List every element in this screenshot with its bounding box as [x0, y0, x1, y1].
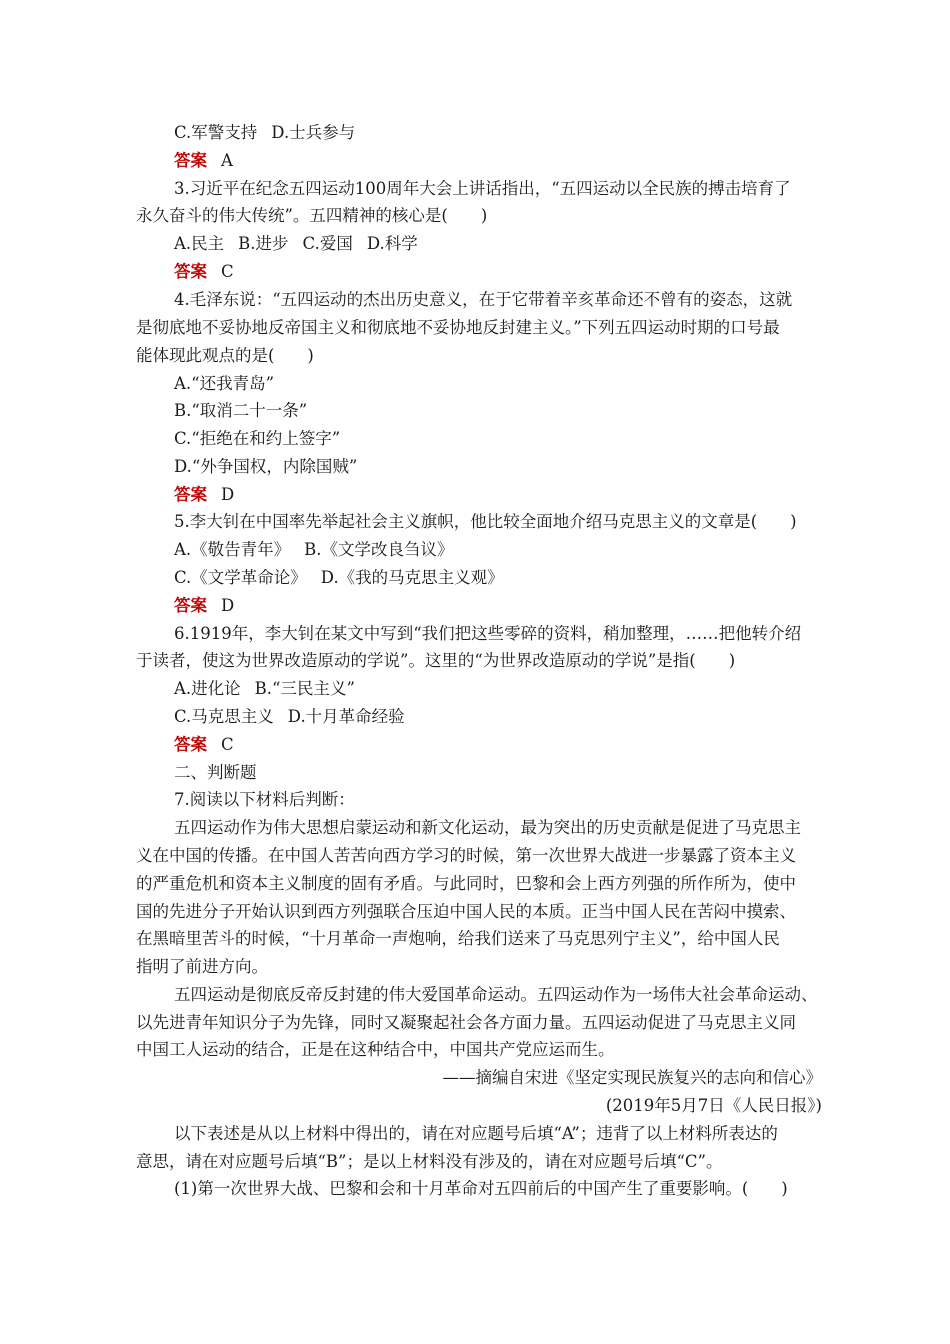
q6-options-cd	[174, 707, 405, 727]
q2-option-c: C.军警支持	[174, 123, 258, 142]
q7-instruction-line-2: 意思，请在对应题号后填“B”；是以上材料没有涉及的，请在对应题号后填“C”。	[136, 1152, 723, 1171]
section-heading: 二、判断题	[174, 763, 257, 782]
answer-label: 答案	[174, 151, 207, 170]
q7-item-1: (1)第一次世界大战、巴黎和会和十月革命对五四前后的中国产生了重要影响。( )	[174, 1179, 788, 1198]
q7-para1-line: 义在中国的传播。在中国人苦苦向西方学习的时候，第一次世界大战进一步暴露了资本主义	[136, 846, 796, 865]
q7-source-date: (2019年5月7日《人民日报》)	[605, 1096, 822, 1115]
q5-answer-line	[174, 596, 234, 616]
q3-stem-line-2: 永久奋斗的伟大传统”。五四精神的核心是( )	[136, 206, 488, 225]
q5-options-ab	[174, 540, 454, 560]
q3-stem-line-1: 3.习近平在纪念五四运动100周年大会上讲话指出，“五四运动以全民族的搏击培育了	[174, 179, 791, 198]
q7-source-title: ——摘编自宋进《坚定实现民族复兴的志向和信心》	[442, 1068, 822, 1087]
q5-option-d: D.《我的马克思主义观》	[320, 568, 504, 587]
q2-option-d: D.士兵参与	[271, 123, 356, 142]
q4-answer: D	[221, 485, 235, 504]
answer-label: 答案	[174, 262, 207, 281]
q7-stem: 7.阅读以下材料后判断：	[174, 790, 355, 809]
q6-option-c: C.马克思主义	[174, 707, 274, 726]
q7-para2-line: 五四运动是彻底反帝反封建的伟大爱国革命运动。五四运动作为一场伟大社会革命运动、	[174, 985, 818, 1004]
q2-answer: A	[221, 151, 233, 170]
q4-stem-line-2: 是彻底地不妥协地反帝国主义和彻底地不妥协地反封建主义。”下列五四运动时期的口号最	[136, 318, 780, 337]
q3-answer: C	[221, 262, 234, 281]
q5-option-c: C.《文学革命论》	[174, 568, 307, 587]
q6-option-d: D.十月革命经验	[287, 707, 405, 726]
q4-option-c: C.“拒绝在和约上签字”	[174, 429, 341, 448]
q3-option-d: D.科学	[366, 234, 418, 253]
q7-para2-line: 中国工人运动的结合，正是在这种结合中，中国共产党应运而生。	[136, 1040, 615, 1059]
q5-options-cd	[174, 568, 504, 588]
q4-option-d: D.“外争国权，内除国贼”	[174, 457, 358, 476]
q3-option-b: B.进步	[238, 234, 289, 253]
q4-option-b: B.“取消二十一条”	[174, 401, 308, 420]
q7-para1-line: 五四运动作为伟大思想启蒙运动和新文化运动，最为突出的历史贡献是促进了马克思主	[174, 818, 801, 837]
q5-option-a: A.《敬告青年》	[174, 540, 291, 559]
answer-label: 答案	[174, 735, 207, 754]
q4-stem-line-1: 4.毛泽东说：“五四运动的杰出历史意义，在于它带着辛亥革命还不曾有的姿态，这就	[174, 290, 793, 309]
q7-para1-line: 指明了前进方向。	[136, 957, 268, 976]
q5-option-b: B.《文学改良刍议》	[304, 540, 454, 559]
q4-answer-line	[174, 485, 234, 505]
q2-options-cd	[174, 123, 355, 143]
q7-para1-line: 的严重危机和资本主义制度的固有矛盾。与此同时，巴黎和会上西方列强的所作所为，使中	[136, 874, 796, 893]
q6-options-ab	[174, 679, 355, 699]
q7-para1-line: 国的先进分子开始认识到西方列强联合压迫中国人民的本质。正当中国人民在苦闷中摸索、	[136, 902, 796, 921]
answer-label: 答案	[174, 596, 207, 615]
q6-answer-line	[174, 735, 234, 755]
q6-stem-line-1: 6.1919年，李大钊在某文中写到“我们把这些零碎的资料，稍加整理，……把他转介绍	[174, 624, 802, 643]
q7-para2-line: 以先进青年知识分子为先锋，同时又凝聚起社会各方面力量。五四运动促进了马克思主义同	[136, 1013, 796, 1032]
q3-option-a: A.民主	[174, 234, 225, 253]
q3-option-c: C.爱国	[302, 234, 353, 253]
q6-option-b: B.“三民主义”	[254, 679, 355, 698]
q5-stem-line-1: 5.李大钊在中国率先举起社会主义旗帜，他比较全面地介绍马克思主义的文章是( )	[174, 512, 797, 531]
q4-option-a: A.“还我青岛”	[174, 374, 275, 393]
q7-instruction-line-1: 以下表述是从以上材料中得出的，请在对应题号后填“A”；违背了以上材料所表达的	[174, 1124, 778, 1143]
q6-answer: C	[221, 735, 234, 754]
q4-stem-line-3: 能体现此观点的是( )	[136, 346, 314, 365]
q7-para1-line: 在黑暗里苦斗的时候，“十月革命一声炮响，给我们送来了马克思列宁主义”，给中国人民	[136, 929, 780, 948]
q3-answer-line	[174, 262, 234, 282]
q5-answer: D	[221, 596, 235, 615]
q2-answer-line	[174, 151, 233, 171]
q6-option-a: A.进化论	[174, 679, 241, 698]
answer-label: 答案	[174, 485, 207, 504]
q6-stem-line-2: 于读者，使这为世界改造原动的学说”。这里的“为世界改造原动的学说”是指( )	[136, 651, 736, 670]
q3-options	[174, 234, 418, 254]
